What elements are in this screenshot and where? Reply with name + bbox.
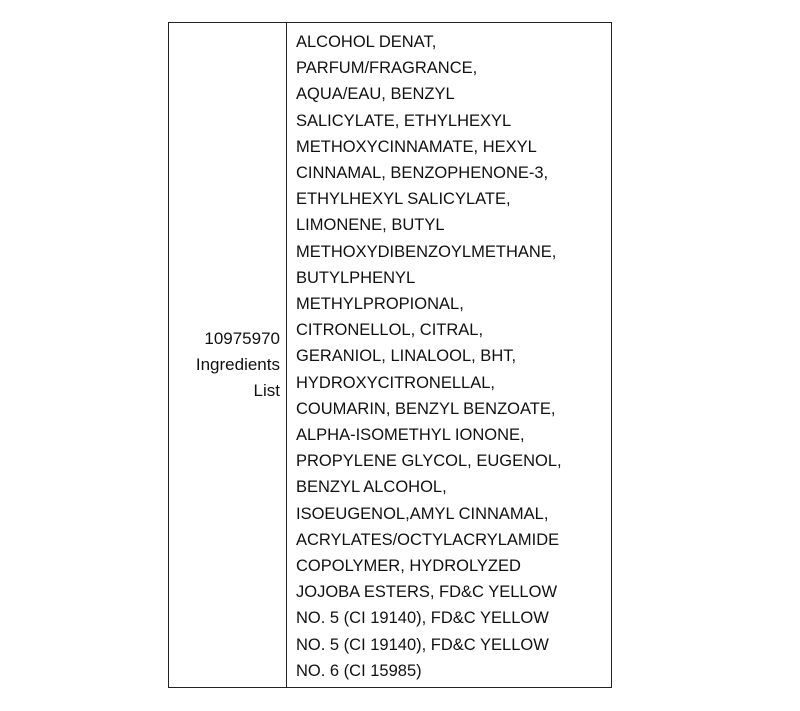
ingredient-line: SALICYLATE, ETHYLHEXYL (296, 111, 512, 130)
ingredient-line: GERANIOL, LINALOOL, BHT, (296, 347, 517, 366)
ingredient-line: PROPYLENE GLYCOL, EUGENOL, (296, 452, 562, 471)
label-cell (169, 23, 287, 687)
ingredient-line: NO. 5 (CI 19140), FD&C YELLOW (296, 635, 549, 654)
ingredient-line: METHOXYCINNAMATE, HEXYL (296, 137, 537, 156)
ingredient-line: JOJOBA ESTERS, FD&C YELLOW (296, 583, 558, 602)
product-code: 10975970 (204, 329, 280, 348)
ingredient-line: COUMARIN, BENZYL BENZOATE, (296, 399, 556, 418)
ingredient-line: ACRYLATES/OCTYLACRYLAMIDE (296, 530, 560, 549)
ingredient-line: BENZYL ALCOHOL, (296, 478, 447, 497)
ingredient-line: NO. 5 (CI 19140), FD&C YELLOW (296, 609, 549, 628)
ingredient-line: METHOXYDIBENZOYLMETHANE, (296, 242, 557, 261)
ingredient-line: HYDROXYCITRONELLAL, (296, 373, 495, 392)
ingredient-line: BUTYLPHENYL (296, 268, 416, 287)
ingredient-line: CITRONELLOL, CITRAL, (296, 321, 484, 340)
row-label (196, 326, 280, 404)
ingredient-line: ISOEUGENOL,AMYL CINNAMAL, (296, 504, 549, 523)
ingredient-line: CINNAMAL, BENZOPHENONE-3, (296, 164, 549, 183)
ingredient-line: ETHYLHEXYL SALICYLATE, (296, 190, 511, 209)
ingredients-table (168, 22, 612, 688)
label-line-list: List (253, 381, 280, 400)
ingredient-line: METHYLPROPIONAL, (296, 295, 464, 314)
ingredient-line: NO. 6 (CI 15985) (296, 661, 422, 680)
ingredient-line: ALCOHOL DENAT, (296, 33, 437, 51)
ingredients-cell (287, 23, 611, 687)
ingredient-line: ALPHA-ISOMETHYL IONONE, (296, 426, 525, 445)
ingredient-line: COPOLYMER, HYDROLYZED (296, 557, 521, 576)
ingredient-line: LIMONENE, BUTYL (296, 216, 445, 235)
ingredient-line: PARFUM/FRAGRANCE, (296, 59, 478, 78)
ingredient-line: AQUA/EAU, BENZYL (296, 85, 455, 104)
label-line-ingredients: Ingredients (195, 355, 280, 374)
